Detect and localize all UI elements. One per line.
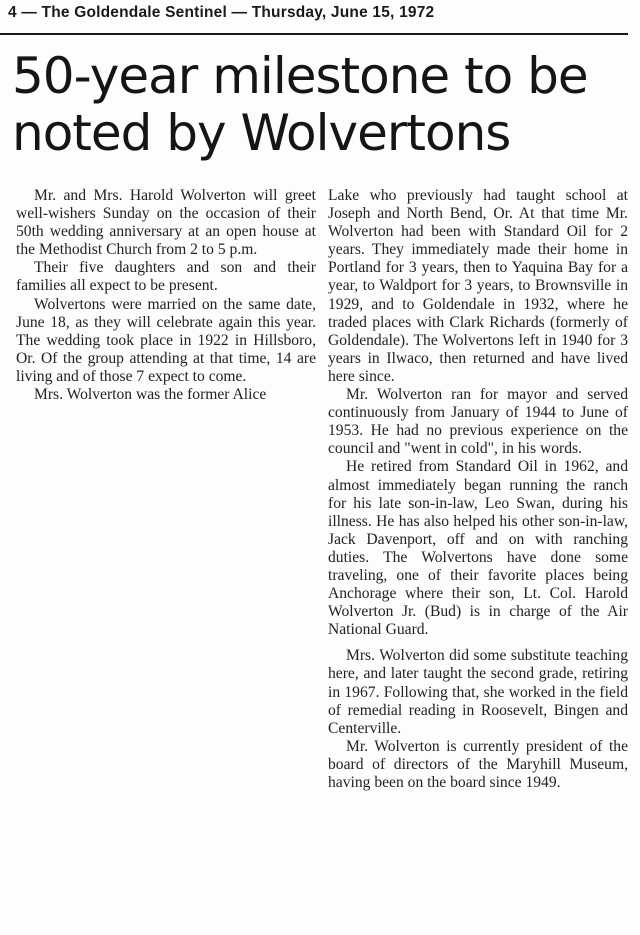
article-paragraph: Mrs. Wolverton did some substitute teaching here, and later taught the second grade, retiring in 1967. Following that, she worked in the field of remedial reading in Roosevelt, Bingen and Centerville. xyxy=(328,647,628,737)
article-paragraph: Mr. Wolverton ran for mayor and served continuously from January of 1944 to June of 1953. He had no previous experience on the council and "went in cold", in his words. xyxy=(328,386,628,458)
article-paragraph: Their five daughters and son and their families all expect to be present. xyxy=(16,259,316,295)
article-paragraph: Mr. Wolverton is currently president of the board of directors of the Maryhill Museum, having been on the board since 1949. xyxy=(328,737,628,791)
article-paragraph: Mr. and Mrs. Harold Wolverton will greet well-wishers Sunday on the occasion of their 50th wedding anniversary at an open house at the Methodist Church from 2 to 5 p.m. xyxy=(16,187,316,259)
folio-rule xyxy=(0,33,628,35)
article-headline: 50-year milestone to be noted by Wolvertons xyxy=(12,47,588,162)
article-paragraph: Mrs. Wolverton was the former Alice xyxy=(34,386,267,404)
article-column-left xyxy=(16,187,316,404)
article-paragraph: He retired from Standard Oil in 1962, and almost immediately began running the ranch for his late son-in-law, Leo Swan, during his illness. He has also helped his other son-in-law, Jack Davenport, off and on with ranching duties. The Wolvertons have done some traveling, one of their favorite places being Anchorage where their son, Lt. Col. Harold Wolverton Jr. (Bud) is in charge of the Air National Guard. xyxy=(328,458,628,639)
article-paragraph: Lake who previously had taught school at Joseph and North Bend, Or. At that time Mr. Wolverton had been with Standard Oil for 2 years. They immediately made their home in Portland for 3 years, then to Yaquina Bay for a year, to Waldport for 3 years, to Brownsville in 1929, and to Goldendale in 1932, where he traded places with Clark Richards (formerly of Goldendale). The Wolvertons left in 1940 for 3 years in Ilwaco, then returned and have lived here since. xyxy=(328,187,628,385)
article-column-right xyxy=(328,187,628,792)
page-folio: 4 — The Goldendale Sentinel — Thursday, June 15, 1972 xyxy=(8,4,435,21)
article-paragraph: Wolvertons were married on the same date, June 18, as they will celebrate again this year. The wedding took place in 1922 in Hillsboro, Or. Of the group attending at that time, 14 are living and of those 7 expect to come. xyxy=(16,295,316,385)
